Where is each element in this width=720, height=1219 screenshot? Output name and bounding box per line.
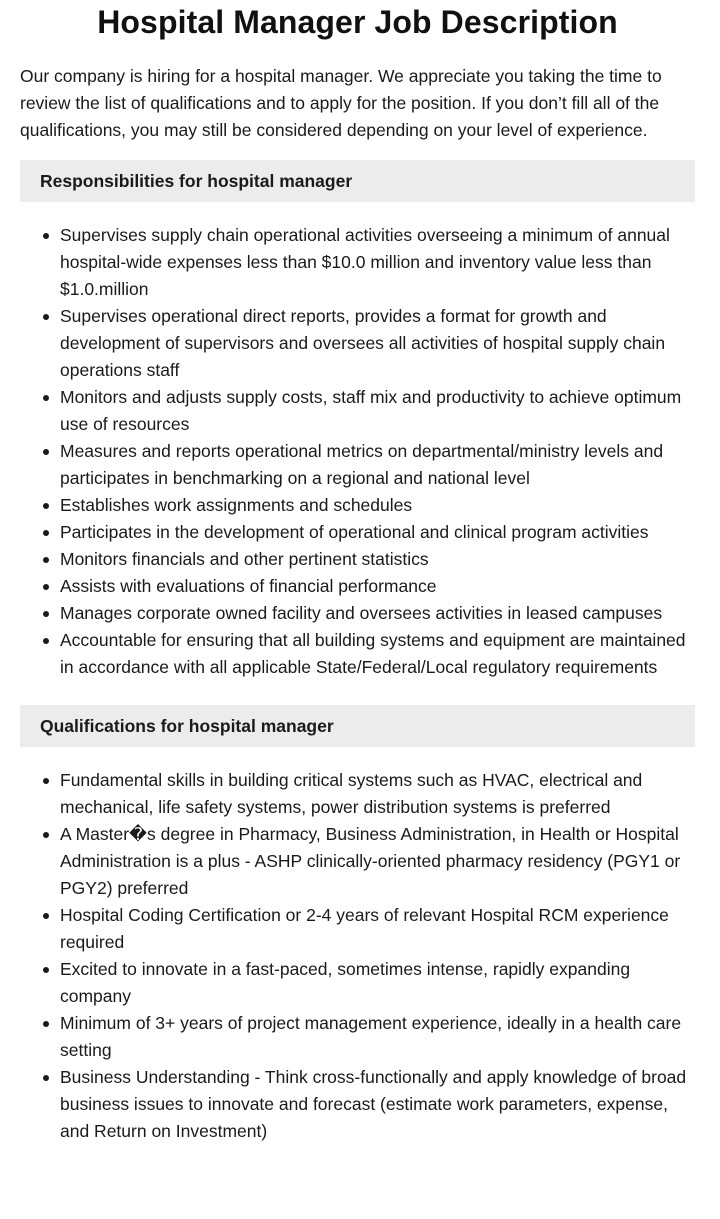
responsibilities-list bbox=[20, 222, 695, 681]
responsibilities-heading: Responsibilities for hospital manager bbox=[20, 160, 695, 202]
list-item: Excited to innovate in a fast-paced, sometimes intense, rapidly expanding company bbox=[60, 956, 695, 1010]
list-item: A Master�s degree in Pharmacy, Business Administration, in Health or Hospital Administration is a plus - ASHP clinically-oriented pharmacy residency (PGY1 or PGY2) preferred bbox=[60, 821, 695, 902]
list-item: Supervises operational direct reports, provides a format for growth and development of supervisors and oversees all activities of hospital supply chain operations staff bbox=[60, 303, 695, 384]
list-item: Manages corporate owned facility and oversees activities in leased campuses bbox=[60, 600, 695, 627]
list-item: Minimum of 3+ years of project management experience, ideally in a health care setting bbox=[60, 1010, 695, 1064]
list-item: Business Understanding - Think cross-functionally and apply knowledge of broad business issues to innovate and forecast (estimate work parameters, expense, and Return on Investment) bbox=[60, 1064, 695, 1145]
intro-paragraph: Our company is hiring for a hospital manager. We appreciate you taking the time to review the list of qualifications and to apply for the position. If you don’t fill all of the qualifications, you may still be considered depending on your level of experience. bbox=[20, 66, 662, 140]
list-item: Monitors and adjusts supply costs, staff mix and productivity to achieve optimum use of resources bbox=[60, 384, 695, 438]
section-spacer bbox=[20, 681, 695, 689]
list-item: Assists with evaluations of financial performance bbox=[60, 573, 695, 600]
qualifications-list bbox=[20, 767, 695, 1145]
page-title: Hospital Manager Job Description bbox=[97, 4, 618, 40]
list-item: Monitors financials and other pertinent statistics bbox=[60, 546, 695, 573]
qualifications-heading: Qualifications for hospital manager bbox=[20, 705, 695, 747]
list-item: Hospital Coding Certification or 2-4 years of relevant Hospital RCM experience required bbox=[60, 902, 695, 956]
list-item: Establishes work assignments and schedules bbox=[60, 492, 695, 519]
list-item: Fundamental skills in building critical systems such as HVAC, electrical and mechanical, life safety systems, power distribution systems is preferred bbox=[60, 767, 695, 821]
list-item: Accountable for ensuring that all building systems and equipment are maintained in accordance with all applicable State/Federal/Local regulatory requirements bbox=[60, 627, 695, 681]
list-item: Supervises supply chain operational activities overseeing a minimum of annual hospital-wide expenses less than $10.0 million and inventory value less than $1.0.million bbox=[60, 222, 695, 303]
list-item: Participates in the development of operational and clinical program activities bbox=[60, 519, 695, 546]
list-item: Measures and reports operational metrics on departmental/ministry levels and participates in benchmarking on a regional and national level bbox=[60, 438, 695, 492]
